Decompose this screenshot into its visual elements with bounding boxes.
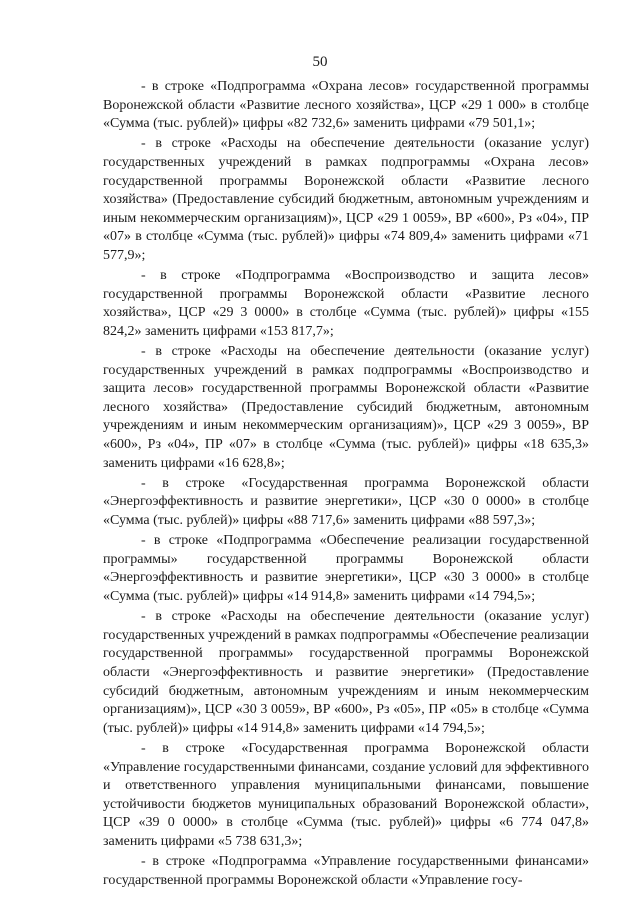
paragraph: - в строке «Расходы на обеспечение деятельности (оказание услуг) государственных учреждений в рамках подпрограммы «Обеспечение реализации государственной программы» государственной программы Воронежской области «Энергоэффективность и развитие энергетики» (Предоставление субсидий бюджетным, автономным учреждениям и иным некоммерческим организациям)», ЦСР «30 3 0059», ВР «600», Рз «05», ПР «05» в столбце «Сумма (тыс. рублей)» цифры «14 914,8» заменить цифрами «14 794,5»; — [103, 609, 589, 736]
page-number: 50 — [312, 54, 328, 70]
paragraph: - в строке «Государственная программа Воронежской области «Управление государственными финансами, создание условий для эффективного и ответственного управления муниципальными финансами, повышение устойчивости бюджетов муниципальных образований Воронежской области», ЦСР «39 0 0000» в столбце «Сумма (тыс. рублей)» цифры «6 774 047,8» заменить цифрами «5 738 631,3»; — [103, 740, 589, 849]
paragraph: - в строке «Подпрограмма «Обеспечение реализации государственной программы» государственной программы Воронежской области «Энергоэффективность и развитие энергетики», ЦСР «30 3 0000» в столбце «Сумма (тыс. рублей)» цифры «14 914,8» заменить цифрами «14 794,5»; — [103, 533, 589, 604]
document-body — [103, 78, 589, 892]
paragraph: - в строке «Расходы на обеспечение деятельности (оказание услуг) государственных учреждений в рамках подпрограммы «Воспроизводство и защита лесов» государственной программы Воронежской области «Развитие лесного хозяйства» (Предоставление субсидий бюджетным, автономным учреждениям и иным некоммерческим организациям)», ЦСР «29 3 0059», ВР «600», Рз «04», ПР «07» в столбце «Сумма (тыс. рублей)» цифры «18 635,3» заменить цифрами «16 628,8»; — [103, 344, 589, 471]
paragraph: - в строке «Подпрограмма «Охрана лесов» государственной программы Воронежской области «Развитие лесного хозяйства», ЦСР «29 1 000» в столбце «Сумма (тыс. рублей)» цифры «82 732,6» заменить цифрами «79 501,1»; — [103, 79, 589, 132]
paragraph: - в строке «Расходы на обеспечение деятельности (оказание услуг) государственных учреждений в рамках подпрограммы «Охрана лесов» государственной программы Воронежской области «Развитие лесного хозяйства» (Предоставление субсидий бюджетным, автономным учреждениям и иным некоммерческим организациям)», ЦСР «29 1 0059», ВР «600», Рз «04», ПР «07» в столбце «Сумма (тыс. рублей)» цифры «74 809,4» заменить цифрами «71 577,9»; — [103, 136, 589, 263]
paragraph: - в строке «Подпрограмма «Воспроизводство и защита лесов» государственной программы Воронежской области «Развитие лесного хозяйства», ЦСР «29 3 0000» в столбце «Сумма (тыс. рублей)» цифры «155 824,2» заменить цифрами «153 817,7»; — [103, 268, 589, 339]
paragraph: - в строке «Государственная программа Воронежской области «Энергоэффективность и развитие энергетики», ЦСР «30 0 0000» в столбце «Сумма (тыс. рублей)» цифры «88 717,6» заменить цифрами «88 597,3»; — [103, 475, 589, 529]
paragraph: - в строке «Подпрограмма «Управление государственными финансами» государственной программы Воронежской области «Управление госу- — [103, 854, 589, 888]
